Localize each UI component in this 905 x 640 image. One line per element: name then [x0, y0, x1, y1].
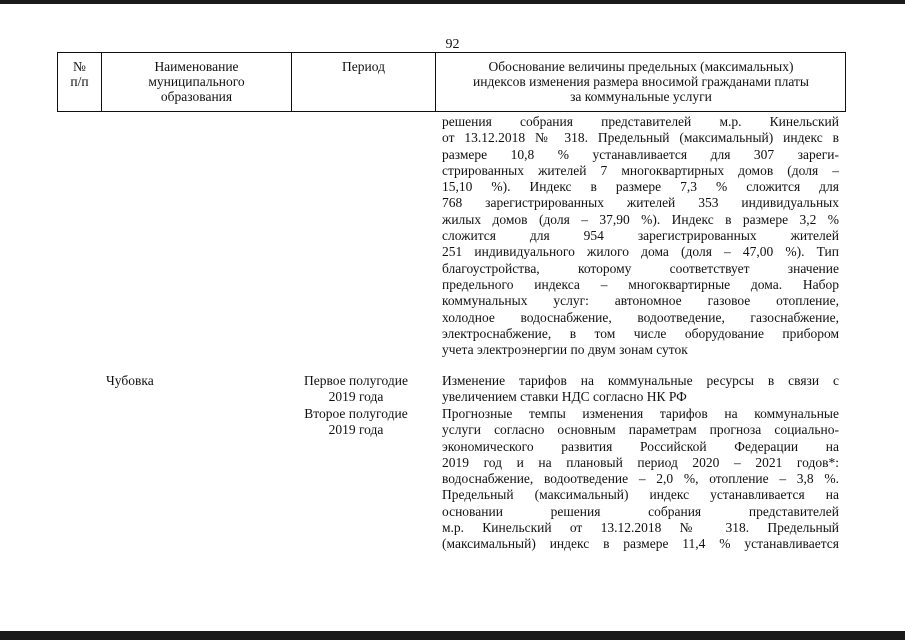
header-col-justification-line: индексов изменения размера вносимой гражданами платы	[473, 74, 809, 89]
text-line: размере 10,8 % устанавливается для 307 зареги-	[442, 146, 839, 162]
forecast-paragraph	[442, 406, 839, 553]
municipality-name: Чубовка	[106, 373, 154, 388]
table-header	[57, 52, 846, 112]
header-col-justification-line: за коммунальные услуги	[570, 89, 712, 104]
text-line: благоустройства, которому соответствует значение	[442, 260, 839, 276]
period-first-half	[291, 373, 421, 406]
text-line: 251 индивидуального жилого дома (доля – 47,00 %). Тип	[442, 244, 839, 260]
text-line: жилых домов (доля – 37,90 %). Индекс в размере 3,2 %	[442, 211, 839, 227]
text-line: Предельный (максимальный) индекс устанавливается на	[442, 487, 839, 503]
text-line: 768 зарегистрированных жителей 353 индивидуальных	[442, 195, 839, 211]
page-number: 92	[445, 37, 460, 52]
text-line: стрированных жителей 7 многоквартирных домов (доля –	[442, 162, 839, 178]
header-col-municipality	[102, 59, 291, 104]
header-col-justification-line: Обоснование величины предельных (максимальных)	[488, 59, 794, 74]
header-col-municipality-line: Наименование	[154, 59, 239, 74]
text-line: водоснабжение, водоотведение – 2,0 %, отопление – 3,8 %.	[442, 471, 839, 487]
text-line: решения собрания представителей м.р. Кинельский	[442, 114, 839, 129]
text-line: коммунальных услуг: автономное газовое отопление,	[442, 293, 839, 309]
text-line: холодное водоснабжение, водоотведение, газоснабжение,	[442, 309, 839, 325]
text-line: услуги согласно основным параметрам прогноза социально-	[442, 422, 839, 438]
scan-edge-top	[0, 0, 905, 4]
period-line: 2019 года	[328, 422, 384, 438]
text-line: учета электроэнергии по двум зонам суток	[442, 342, 688, 358]
header-col-period: Период	[342, 59, 385, 74]
vat-change-paragraph	[442, 373, 839, 406]
scan-edge-bottom	[0, 631, 905, 640]
header-col-justification	[436, 59, 846, 104]
header-col-number-line: №	[73, 59, 86, 74]
header-col-number-line: п/п	[70, 74, 89, 89]
continuation-paragraph	[442, 114, 839, 358]
period-second-half	[291, 406, 421, 439]
text-line: сложится для 954 зарегистрированных жителей	[442, 228, 839, 244]
text-line: экономического развития Российской Федерации на	[442, 438, 839, 454]
text-line: увеличением ставки НДС согласно НК РФ	[442, 389, 687, 405]
period-line: Второе полугодие	[304, 406, 408, 421]
text-line: 2019 год и на плановый период 2020 – 2021 годов*:	[442, 454, 839, 470]
header-col-municipality-line: муниципального	[148, 74, 245, 89]
text-line: Прогнозные темпы изменения тарифов на коммунальные	[442, 406, 839, 421]
text-line: предельного индекса – многоквартирные дома. Набор	[442, 276, 839, 292]
text-line: Изменение тарифов на коммунальные ресурсы в связи с	[442, 373, 839, 388]
text-line: от 13.12.2018 № 318. Предельный (максимальный) индекс в	[442, 130, 839, 146]
period-line: Первое полугодие	[304, 373, 408, 388]
header-col-municipality-line: образования	[160, 89, 233, 104]
text-line: м.р. Кинельский от 13.12.2018 № 318. Предельный	[442, 520, 839, 536]
text-line: электроснабжение, в том числе оборудование прибором	[442, 325, 839, 341]
header-col-number	[58, 59, 101, 89]
text-line: 15,10 %). Индекс в размере 7,3 % сложится для	[442, 179, 839, 195]
period-line: 2019 года	[328, 389, 384, 405]
text-line: основании решения собрания представителей	[442, 503, 839, 519]
text-line: (максимальный) индекс в размере 11,4 % устанавливается	[442, 536, 839, 552]
